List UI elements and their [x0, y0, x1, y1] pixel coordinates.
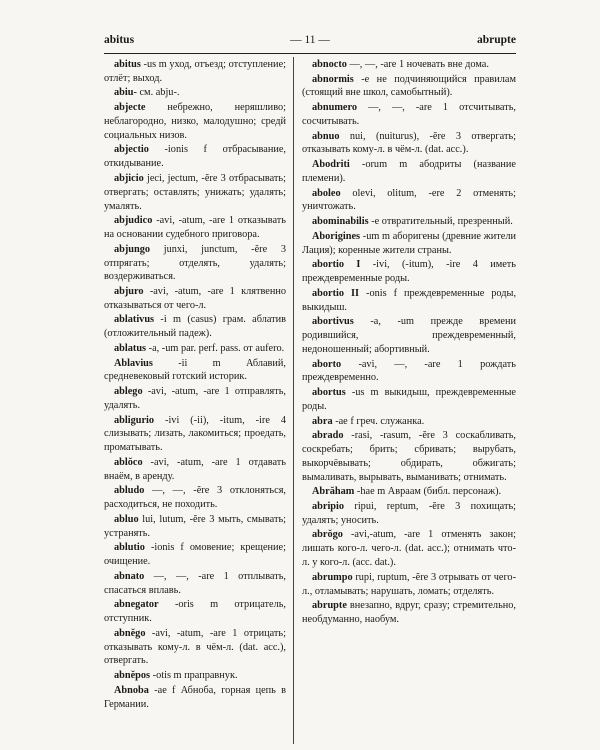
entry-headword: abnegator	[114, 599, 159, 611]
entry-definition: junxi, junctum, -ĕre 3 отпрягать; отделять, удалять; воздерживаться.	[104, 243, 286, 283]
entry-headword: ablŏco	[114, 456, 143, 468]
entry-definition: -avi, -atum, -are 1 отправлять, удалять.	[104, 386, 287, 411]
entry-definition: -e отвратительный, презренный.	[371, 216, 513, 228]
entry-definition: -rasi, -rasum, -ĕre 3 соскабливать, соскребать; брить; сбривать; вырубать, выкорчёвывать; обдирать, обжигать; вымаливать, вырывать, выманивать; отнимать.	[302, 430, 517, 483]
dictionary-entry	[302, 571, 516, 599]
dictionary-entry	[104, 456, 286, 484]
entry-definition: -ae f греч. служанка.	[335, 415, 425, 427]
dictionary-entry	[302, 101, 516, 129]
entry-headword: abjungo	[114, 243, 151, 255]
header-first-word: abitus	[104, 34, 135, 46]
entry-headword: abominabilis	[312, 216, 369, 228]
entry-headword: abnuo	[312, 130, 340, 142]
entry-definition: -avi, -atum, -are 1 отрицать; отказывать кому-л. в чём-л. (dat. acc.), отвергать.	[104, 627, 286, 667]
entry-definition: -hae m Авраам (библ. персонаж).	[356, 486, 502, 498]
dictionary-entry	[302, 158, 516, 186]
dictionary-entry	[104, 243, 286, 284]
entry-headword: abjectio	[114, 144, 149, 156]
entry-definition: —, —, -are 1 ночевать вне дома.	[349, 59, 489, 70]
dictionary-entry	[302, 130, 516, 158]
dictionary-entry	[302, 73, 516, 101]
entry-headword: abrado	[312, 430, 344, 442]
dictionary-entry	[104, 214, 286, 242]
dictionary-entry	[104, 143, 286, 171]
entry-headword: abnumero	[312, 102, 358, 114]
column-divider	[293, 57, 294, 744]
entry-headword: abrŏgo	[312, 529, 343, 541]
entry-headword: ablatus	[114, 342, 147, 354]
dictionary-entry	[104, 385, 286, 413]
dictionary-entry	[104, 86, 286, 100]
dictionary-entry	[104, 357, 286, 385]
right-column	[302, 58, 516, 628]
entry-definition: nui, (nuiturus), -ĕre 3 отвергать; отказывать кому-л. в чём-л. (dat. acc.).	[302, 130, 516, 156]
entry-definition: -ivi, (-itum), -ire 4 иметь преждевременные роды.	[302, 259, 516, 285]
entry-headword: abjuro	[114, 285, 144, 297]
entry-headword: ablutio	[114, 542, 145, 554]
entry-definition: -i m (casus) грам. аблатив (отложительный падеж).	[104, 314, 287, 340]
dictionary-entry	[302, 215, 516, 229]
dictionary-entry	[104, 101, 286, 142]
entry-headword: abjudico	[114, 215, 153, 227]
entry-headword: abligurio	[114, 414, 155, 426]
dictionary-entry	[104, 285, 286, 313]
entry-headword: abnĕpos	[114, 670, 151, 682]
entry-headword: abrumpo	[312, 571, 353, 583]
entry-headword: abnocto	[312, 59, 347, 70]
dictionary-entry	[104, 484, 286, 512]
entry-headword: aboleo	[312, 187, 341, 199]
entry-headword: Ablavius	[114, 357, 153, 369]
dictionary-entry	[104, 313, 286, 341]
dictionary-entry	[104, 627, 286, 668]
entry-definition: -ionis f отбрасывание, откидывание.	[104, 144, 287, 170]
dictionary-entry	[302, 258, 516, 286]
entry-definition: -avi, —, -are 1 рождать преждевременно.	[302, 358, 516, 384]
entry-headword: Abodriti	[312, 159, 350, 171]
entry-definition: -us m уход, отъезд; отступление; отлёт; выход.	[104, 59, 286, 84]
entry-definition: —, —, -are 1 отсчитывать, сосчитывать.	[302, 102, 516, 127]
entry-headword: abjecte	[114, 102, 146, 114]
entry-definition: -orum m абодриты (название племени).	[302, 159, 516, 184]
entry-definition: —, —, -are 1 отплывать, спасаться вплавь.	[104, 570, 286, 596]
entry-definition: -avi, -atum, -are 1 клятвенно отказываться от чего-л.	[104, 285, 286, 311]
header-rule	[104, 53, 516, 54]
entry-definition: —, —, -ĕre 3 отклоняться, расходиться, не походить.	[104, 485, 287, 511]
entry-definition: jeci, jectum, -ĕre 3 отбрасывать; отвергать; оставлять; унижать; удалять; умалять.	[104, 172, 286, 212]
entry-definition: -otis m праправнук.	[152, 670, 238, 682]
entry-headword: abnormis	[312, 73, 354, 85]
entry-headword: abnato	[114, 570, 145, 582]
entry-headword: abra	[312, 415, 333, 427]
entry-headword: abnĕgo	[114, 627, 146, 639]
entry-headword: abitus	[114, 59, 141, 70]
dictionary-entry	[302, 58, 516, 72]
entry-definition: -avi,-atum, -are 1 отменять закон; лишать кого-л. чего-л. (dat. acc.); отнимать что-л. у кого-л. (acc. dat.).	[302, 529, 517, 569]
entry-headword: aborto	[312, 358, 342, 370]
entry-definition: небрежно, неряшливо; неблагородно, низко, малодушно; средй социальных низов.	[104, 102, 286, 141]
entry-headword: abortio I	[312, 259, 361, 271]
dictionary-entry	[302, 500, 516, 528]
entry-definition: -avi, -atum, -are 1 отказывать на основании судебного приговора.	[104, 215, 286, 241]
dictionary-entry	[104, 684, 286, 712]
dictionary-entry	[104, 570, 286, 598]
dictionary-entry	[104, 669, 286, 683]
dictionary-entry	[302, 287, 516, 315]
entry-definition: -ii m Аблавий, средневековый готский историк.	[104, 357, 287, 383]
entry-definition: -um m аборигены (древние жители Лация); коренные жители страны.	[302, 230, 517, 256]
entry-definition: см. abju-.	[139, 87, 180, 99]
page-number: — 11 —	[290, 34, 330, 46]
dictionary-entry	[104, 598, 286, 626]
dictionary-entry	[302, 187, 516, 215]
entry-headword: abortus	[312, 387, 346, 399]
entry-definition: -ae f Абноба, горная цепь в Германии.	[104, 684, 286, 710]
entry-headword: Abrăham	[312, 486, 355, 498]
dictionary-entry	[302, 528, 516, 569]
entry-definition: -us m выкидыш, преждевременные роды.	[302, 387, 516, 412]
dictionary-entry	[302, 315, 516, 356]
entry-headword: abluo	[114, 513, 139, 525]
dictionary-entry	[302, 358, 516, 386]
left-column	[104, 58, 286, 712]
dictionary-entry	[302, 415, 516, 429]
entry-headword: Aborigines	[312, 230, 361, 242]
entry-headword: abiu-	[114, 87, 137, 99]
entry-definition: ripui, reptum, -ĕre 3 похищать; удалять; уносить.	[302, 500, 516, 526]
dictionary-entry	[104, 541, 286, 569]
entry-headword: abortivus	[312, 316, 354, 328]
dictionary-entry	[302, 599, 516, 627]
entry-headword: abripio	[312, 500, 345, 512]
entry-headword: Abnoba	[114, 684, 149, 696]
entry-definition: -onis f преждевременные роды, выкидыш.	[302, 287, 517, 313]
entry-definition: lui, lutum, -ĕre 3 мыть, смывать; устранять.	[104, 513, 287, 539]
entry-definition: -a, -um par. perf. pass. от aufero.	[148, 342, 285, 354]
dictionary-entry	[104, 342, 286, 356]
dictionary-entry	[104, 58, 286, 86]
dictionary-entry	[104, 414, 286, 455]
running-header	[104, 34, 516, 52]
entry-headword: abludo	[114, 485, 145, 497]
entry-definition: внезапно, вдруг, сразу; стремительно, необдуманно, наобум.	[302, 600, 516, 625]
entry-definition: -e не подчиняющийся правилам (стоящий вне школ, самобытный).	[302, 73, 516, 99]
header-last-word: abrupte	[477, 34, 516, 46]
dictionary-entry	[302, 230, 516, 258]
entry-definition: -avi, -atum, -are 1 отдавать внаём, в аренду.	[104, 456, 287, 482]
entry-headword: abrupte	[312, 600, 347, 612]
entry-definition: olevi, olitum, -ere 2 отменять; уничтожать.	[302, 187, 516, 213]
entry-definition: -ivi (-ii), -itum, -ire 4 слизывать; лизать, лакомиться; проедать, проматывать.	[104, 414, 287, 454]
entry-definition: -oris m отрицатель, отступник.	[104, 599, 287, 625]
entry-definition: rupi, ruptum, -ĕre 3 отрывать от чего-л., отламывать; нарушать, ломать; отделять.	[302, 571, 516, 597]
entry-headword: abjicio	[114, 172, 144, 184]
dictionary-entry	[302, 485, 516, 499]
dictionary-entry	[104, 513, 286, 541]
entry-definition: -ionis f омовение; крещение; очищение.	[104, 542, 286, 568]
dictionary-entry	[302, 386, 516, 414]
entry-headword: ablativus	[114, 314, 155, 326]
dictionary-entry	[104, 172, 286, 213]
dictionary-entry	[302, 429, 516, 484]
entry-definition: -a, -um прежде времени родившийся, преждевременный, недоношенный; абортивный.	[302, 316, 516, 355]
entry-headword: abortio II	[312, 287, 360, 299]
entry-headword: ablego	[114, 386, 143, 398]
